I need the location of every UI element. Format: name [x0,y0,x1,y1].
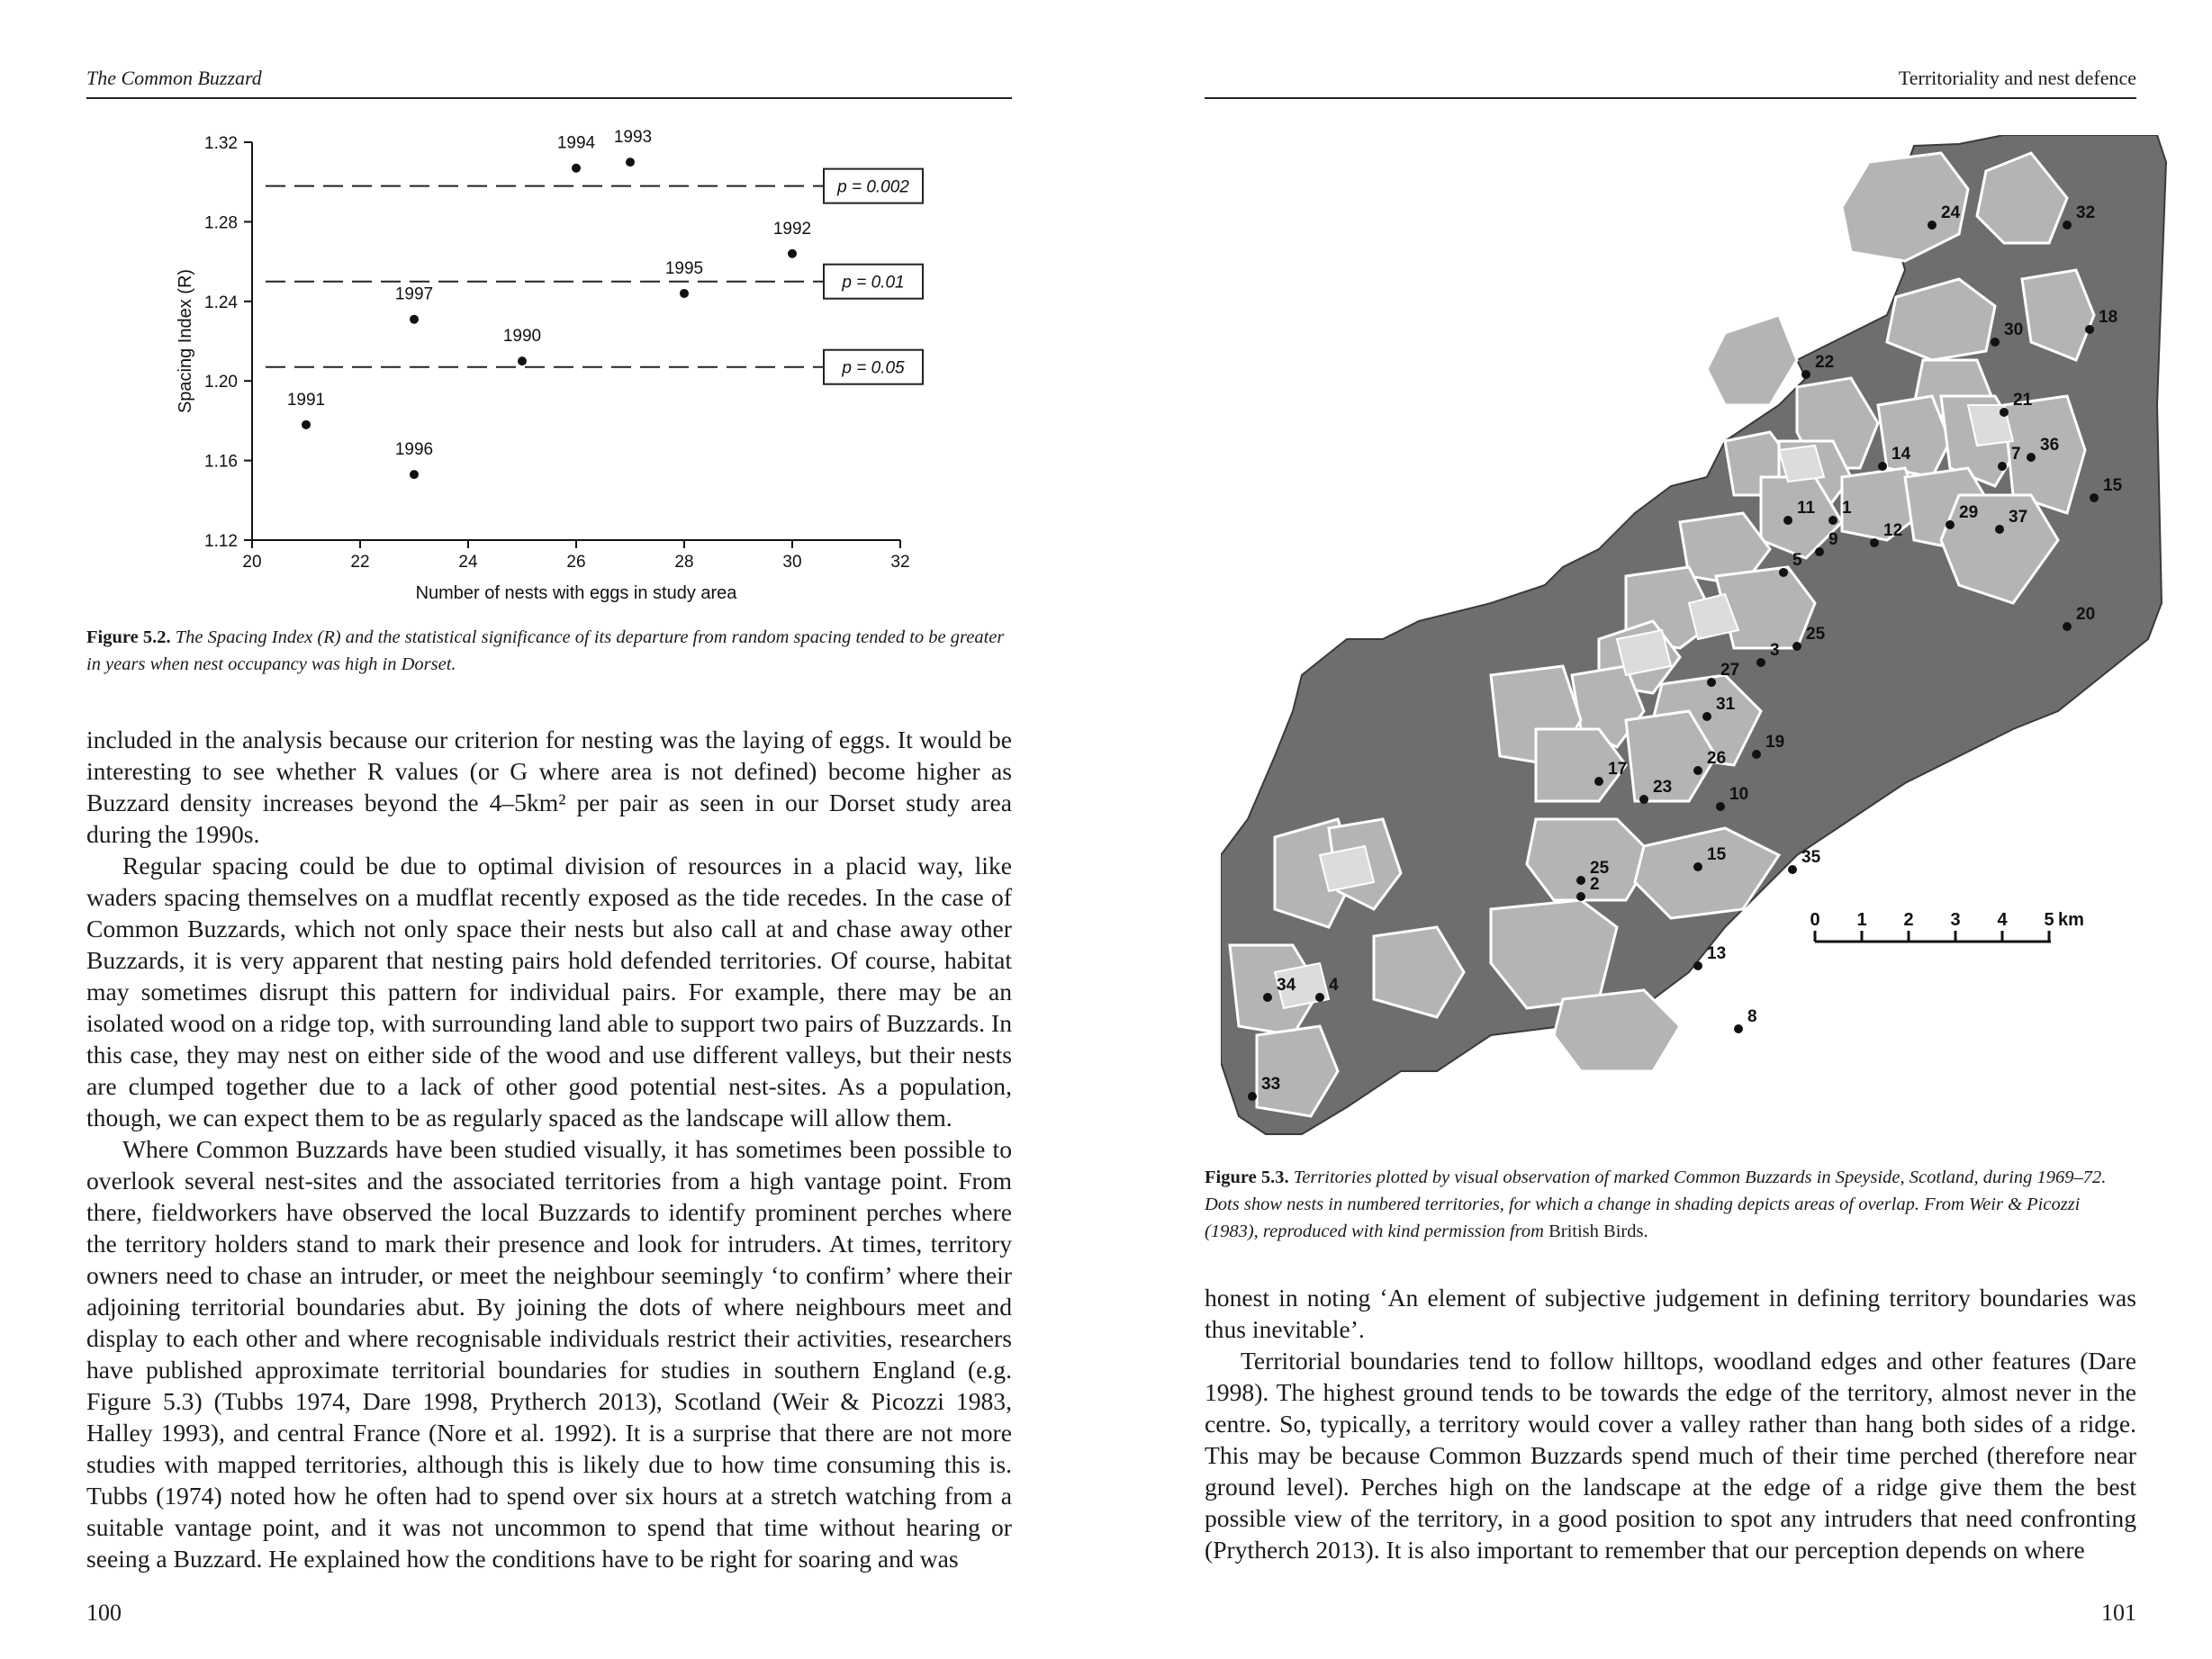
territory-number: 5 [1792,551,1802,570]
figure-5-2-caption [86,624,1012,678]
territory-number: 35 [1801,848,1821,867]
point-label: 1990 [502,327,542,347]
figure-5-2-text: The Spacing Index (R) and the statistical significance of its departure from random spacing tended to be greater in years when nest occupancy was high in Dorset. [86,627,1005,674]
nest-dot [2063,622,2072,631]
scale-label: 2 [1903,910,1914,930]
scale-unit: km [2058,910,2084,930]
territory-number: 11 [1797,499,1816,518]
point-label: 1995 [664,258,704,278]
scale-label: 1 [1856,910,1867,930]
figure-5-3-source: British Birds. [1548,1222,1648,1241]
territory-number: 10 [1729,785,1749,804]
point-label: 1993 [613,128,653,148]
nest-dot [1878,462,1887,471]
nest-dot [1693,766,1702,775]
point-label: 1994 [556,133,596,153]
territory-number: 25 [1590,859,1610,878]
running-head-left: The Common Buzzard [86,67,262,89]
map-svg [1221,135,2175,1143]
data-point [518,356,527,365]
territory-number: 31 [1716,695,1736,714]
chart-svg [158,126,1058,612]
figure-5-3-label: Figure 5.3. [1205,1168,1289,1187]
y-axis-title: Spacing Index (R) [176,268,195,414]
nest-dot [1716,802,1725,811]
threshold-label: p = 0.01 [842,273,905,293]
nest-dot [1801,370,1810,379]
nest-dot [1946,520,1955,529]
data-point [626,158,635,167]
nest-dot [1263,993,1272,1002]
territory-number: 8 [1747,1007,1757,1026]
nest-dot [1828,516,1837,525]
nest-dot [1779,568,1788,577]
territory-number: 21 [2013,391,2033,410]
nest-dot [1756,658,1765,667]
nest-dot [2090,493,2099,502]
nest-dot [2063,221,2072,230]
figure-5-3-caption [1205,1164,2136,1245]
x-tick-label: 32 [890,553,910,572]
right-paragraph-1: honest in noting ‘An element of subjective judgement in defining territory boundaries was thus inevitable’. [1205,1284,2136,1343]
nest-dot [1693,961,1702,970]
nest-dot [1998,462,2007,471]
data-point [572,164,581,173]
y-tick-label: 1.12 [204,532,238,551]
territory-map [1221,135,2175,1143]
territory-number: 34 [1277,976,1296,995]
nest-dot [1734,1024,1743,1033]
threshold-label: p = 0.05 [842,358,905,378]
nest-dot [1995,525,2004,534]
territory-number: 29 [1959,503,1979,522]
x-tick-label: 30 [782,553,802,572]
territory-number: 33 [1261,1075,1281,1094]
header-rule-left [86,97,1012,99]
territory-number: 20 [2076,605,2096,624]
territory-number: 36 [2040,436,2060,455]
nest-dot [1576,876,1585,885]
y-tick-label: 1.16 [204,452,238,472]
right-body-text [1205,1282,2136,1565]
territory-number: 18 [2099,308,2118,327]
territory-number: 12 [1883,521,1903,540]
x-tick-label: 20 [242,553,262,572]
scale-bar [1815,931,2051,942]
figure-5-3-text: Territories plotted by visual observation of marked Common Buzzards in Speyside, Scotland, during 1969–72. Dots show nests in numbered territories, for which a change in shading depicts areas of overlap. From Weir & Picozzi (1983), reproduced with kind permission from [1205,1168,2107,1241]
nest-dot [1576,892,1585,901]
data-point [680,289,689,298]
page-number-right: 101 [2101,1600,2136,1626]
nest-dot [2027,453,2036,462]
y-tick-label: 1.28 [204,213,238,233]
nest-dot [1639,795,1648,804]
y-tick-label: 1.24 [204,293,238,312]
y-tick-label: 1.32 [204,134,238,153]
nest-dot [2085,325,2094,334]
nest-dot [1752,750,1761,759]
x-tick-label: 28 [674,553,694,572]
data-point [410,470,419,479]
nest-dot [1991,338,2000,347]
scale-label: 0 [1810,910,1820,930]
territory-number: 30 [2004,320,2024,339]
scale-label: 4 [1997,910,2008,930]
left-body-text [86,724,1012,1574]
point-label: 1992 [772,219,812,239]
territory-number: 13 [1707,944,1727,963]
scale-label: 5 [2044,910,2054,930]
territory-number: 15 [1707,845,1727,864]
territory-number: 32 [2076,203,2096,222]
nest-dot [1783,516,1792,525]
left-paragraph-1: included in the analysis because our criterion for nesting was the laying of eggs. It would be interesting to see whether R values (or G where area is not defined) become higher as Buzzard density increases beyond the 4–5km² per pair as seen in our Dorset study area during the 1990s. [86,726,1012,848]
nest-dot [1693,862,1702,871]
territory-number: 17 [1608,760,1628,779]
nest-dot [1702,712,1711,721]
territory-number: 19 [1765,733,1785,752]
header-rule-right [1205,97,2136,99]
scale-labels [1810,910,2054,930]
right-paragraph-2: Territorial boundaries tend to follow hilltops, woodland edges and other features (Dare 1998). The highest ground tends to be towards the edge of the territory, almost never in the centre. So, typically, a territory would cover a valley rather than hang both sides of a ridge. This may be because Common Buzzards spend much of their time perched (therefore near ground level). Perches high on the landscape at the edge of a ridge give them the best possible view of the territory, in a good position to spot any intruders that need confronting (Prytherch 2013). It is also important to remember that our perception depends on where [1205,1347,2136,1564]
territory-number: 1 [1842,499,1852,518]
territory-number: 22 [1815,353,1835,372]
data-point [788,249,797,258]
x-tick-label: 26 [566,553,586,572]
nest-dot [1315,993,1324,1002]
point-label: 1997 [394,284,434,304]
figure-5-2-label: Figure 5.2. [86,627,171,647]
threshold-label: p = 0.002 [837,177,909,197]
running-head-right: Territoriality and nest defence [1898,67,2136,89]
nest-dot [1594,777,1603,786]
left-paragraph-2: Regular spacing could be due to optimal division of resources in a placid way, like waders spacing themselves on a mudflat recently exposed as the tide recedes. In the case of Common Buzzards, which not only space their nests but also call at and chase away other Buzzards, it is very apparent that nesting pairs hold defended territories. Of course, habitat may sometimes disrupt this pattern for individual pairs. For example, there may be an isolated wood on a ridge top, with surrounding land able to support two pairs of Buzzards. In this case, they may nest on either side of the wood and use different valleys, but their nests are clumped together due to a lack of other good potential nest-sites. As a population, though, we can expect them to be as regularly spaced as the landscape will allow them. [86,852,1012,1132]
territory-number: 25 [1806,625,1826,644]
nest-dot [1815,547,1824,556]
territory-number: 27 [1720,661,1740,680]
x-axis-title: Number of nests with eggs in study area [415,583,737,603]
nest-dot [1928,221,1937,230]
nest-dot [1248,1092,1257,1101]
territory-number: 2 [1590,875,1600,894]
y-tick-label: 1.20 [204,373,238,392]
territory-number: 15 [2103,476,2123,495]
left-paragraph-3: Where Common Buzzards have been studied visually, it has sometimes been possible to overlook several nest-sites and the associated territories from a high vantage point. From there, fieldworkers have observed the local Buzzards to identify prominent perches where the territory holders stand to mark their presence and look for intruders. At times, territory owners need to chase an intruder, or meet the neighbour seemingly ‘to confirm’ where their adjoining territorial boundaries abut. By joining the dots of where neighbours meet and display to each other and where recognisable individuals restrict their activities, researchers have published approximate territorial boundaries for studies in southern England (e.g. Figure 5.3) (Tubbs 1974, Dare 1998, Prytherch 2013), Scotland (Weir & Picozzi 1983, Halley 1993), and central France (Nore et al. 1992). It is a surprise that there are not more studies with mapped territories, although this is likely due to how time consuming this is. Tubbs (1974) noted how he often had to spend over six hours at a stretch watching from a suitable vantage point, and it was not uncommon to spend that time without hearing or seeing a Buzzard. He explained how the conditions have to be right for soaring and was [86,1135,1012,1573]
x-tick-label: 22 [350,553,370,572]
territory-number: 9 [1828,530,1838,549]
x-tick-label: 24 [458,553,478,572]
page-number-left: 100 [86,1600,122,1626]
scale-label: 3 [1950,910,1961,930]
nest-dot [2000,408,2009,417]
point-label: 1991 [286,390,326,410]
point-label: 1996 [394,440,434,460]
territory-number: 14 [1891,445,1911,464]
territory-number: 37 [2009,508,2028,527]
nest-dot [1788,865,1797,874]
nest-dot [1870,538,1879,547]
territory-number: 7 [2011,445,2021,464]
right-page [1106,0,2212,1659]
territory-number: 26 [1707,749,1727,768]
spacing-index-chart [158,126,1058,612]
nest-dot [1792,642,1801,651]
data-point [410,315,419,324]
nest-dot [1707,678,1716,687]
data-point [302,420,311,429]
territory-number: 4 [1329,976,1339,995]
territory-number: 24 [1941,203,1961,222]
territory-number: 3 [1770,641,1780,660]
territory-number: 23 [1653,778,1673,797]
